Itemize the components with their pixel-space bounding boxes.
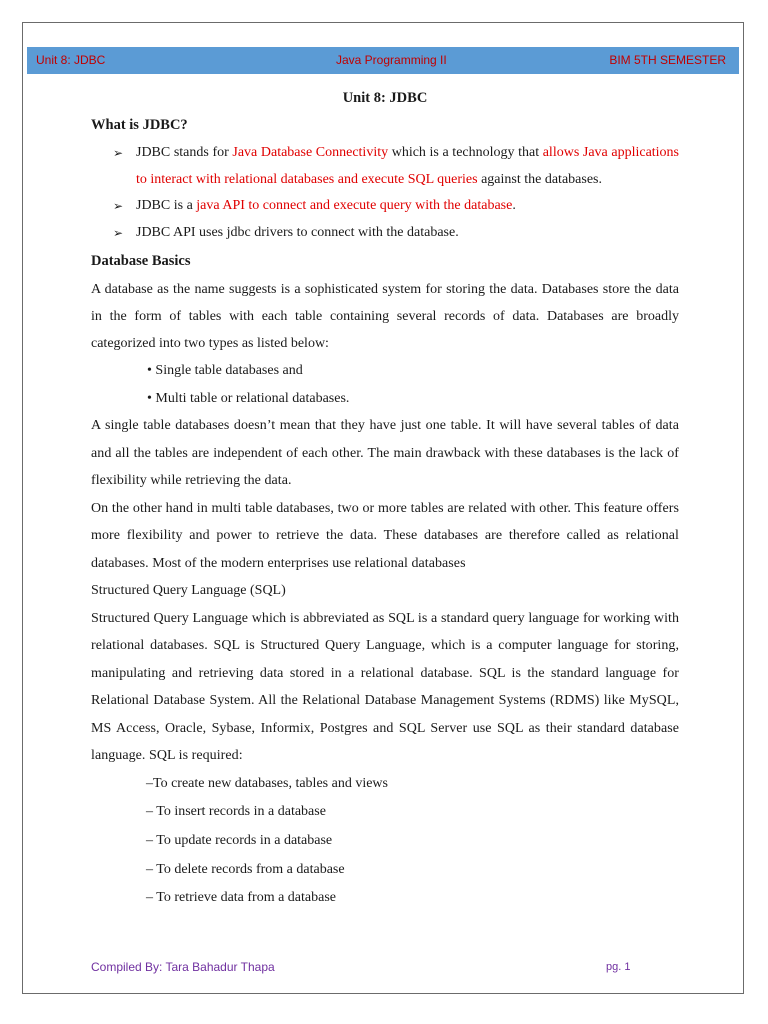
document-body [91, 88, 679, 913]
paragraph-single-table: A single table databases doesn’t mean that they have just one table. It will have several tables of data and all the tables are independent of each other. The main drawback with these databases is the lack of flexibility while retrieving the data. [91, 418, 679, 489]
list-item: ➢ JDBC stands for Java Database Connectivity which is a technology that allows Java applications to interact with relational databases and execute SQL queries against the databases. [91, 140, 679, 193]
header-unit: Unit 8: JDBC [36, 53, 106, 67]
list-item: • Single table databases and [147, 363, 303, 379]
arrow-bullet-icon: ➢ [113, 146, 124, 160]
arrow-bullet-icon: ➢ [113, 199, 124, 214]
list-item: – To insert records in a database [146, 804, 326, 820]
header-semester: BIM 5TH SEMESTER [609, 53, 726, 67]
section-heading-database-basics: Database Basics [91, 252, 191, 269]
jdbc-definition-list [91, 140, 679, 247]
list-item: – To retrieve data from a database [146, 890, 337, 906]
page-title: Unit 8: JDBC [342, 90, 428, 106]
sql-uses-list [91, 770, 679, 914]
paragraph-database-intro: A database as the name suggests is a sophisticated system for storing the data. Databases store the data in the form of tables with each table containing several records of data. Databases are broadly categorized into two types as listed below: [91, 281, 679, 352]
list-item: – To update records in a database [146, 833, 333, 849]
footer-author: Compiled By: Tara Bahadur Thapa [91, 960, 275, 974]
footer-page-number: pg. 1 [606, 961, 631, 973]
paragraph-sql: Structured Query Language which is abbreviated as SQL is a standard query language for working with relational databases. SQL is Structured Query Language, which is a computer language for storing, manipulating and retrieving data stored in a relational database. SQL is the standard language for Relational Database System. All the Relational Database Management Systems (RDMS) like MySQL, MS Access, Oracle, Sybase, Informix, Postgres and SQL Server use SQL as their standard database language. SQL is required: [91, 610, 679, 764]
list-item: –To create new databases, tables and views [146, 775, 388, 791]
sql-subtitle: Structured Query Language (SQL) [91, 583, 286, 599]
header-course: Java Programming II [336, 53, 447, 67]
list-item: ➢ JDBC is a java API to connect and execute query with the database. [91, 193, 679, 220]
list-item: ➢ JDBC API uses jdbc drivers to connect with the database. [91, 220, 679, 247]
arrow-bullet-icon: ➢ [113, 226, 124, 241]
list-item: – To delete records from a database [146, 861, 345, 877]
header-bar [27, 47, 739, 74]
paragraph-multi-table: On the other hand in multi table databases, two or more tables are related with other. This feature offers more flexibility and power to retrieve the data. These databases are therefore called as relational databases. Most of the modern enterprises use relational databases [91, 500, 679, 571]
list-item: • Multi table or relational databases. [147, 390, 350, 406]
database-types-list [91, 357, 679, 412]
section-heading-what-is-jdbc: What is JDBC? [91, 117, 188, 133]
